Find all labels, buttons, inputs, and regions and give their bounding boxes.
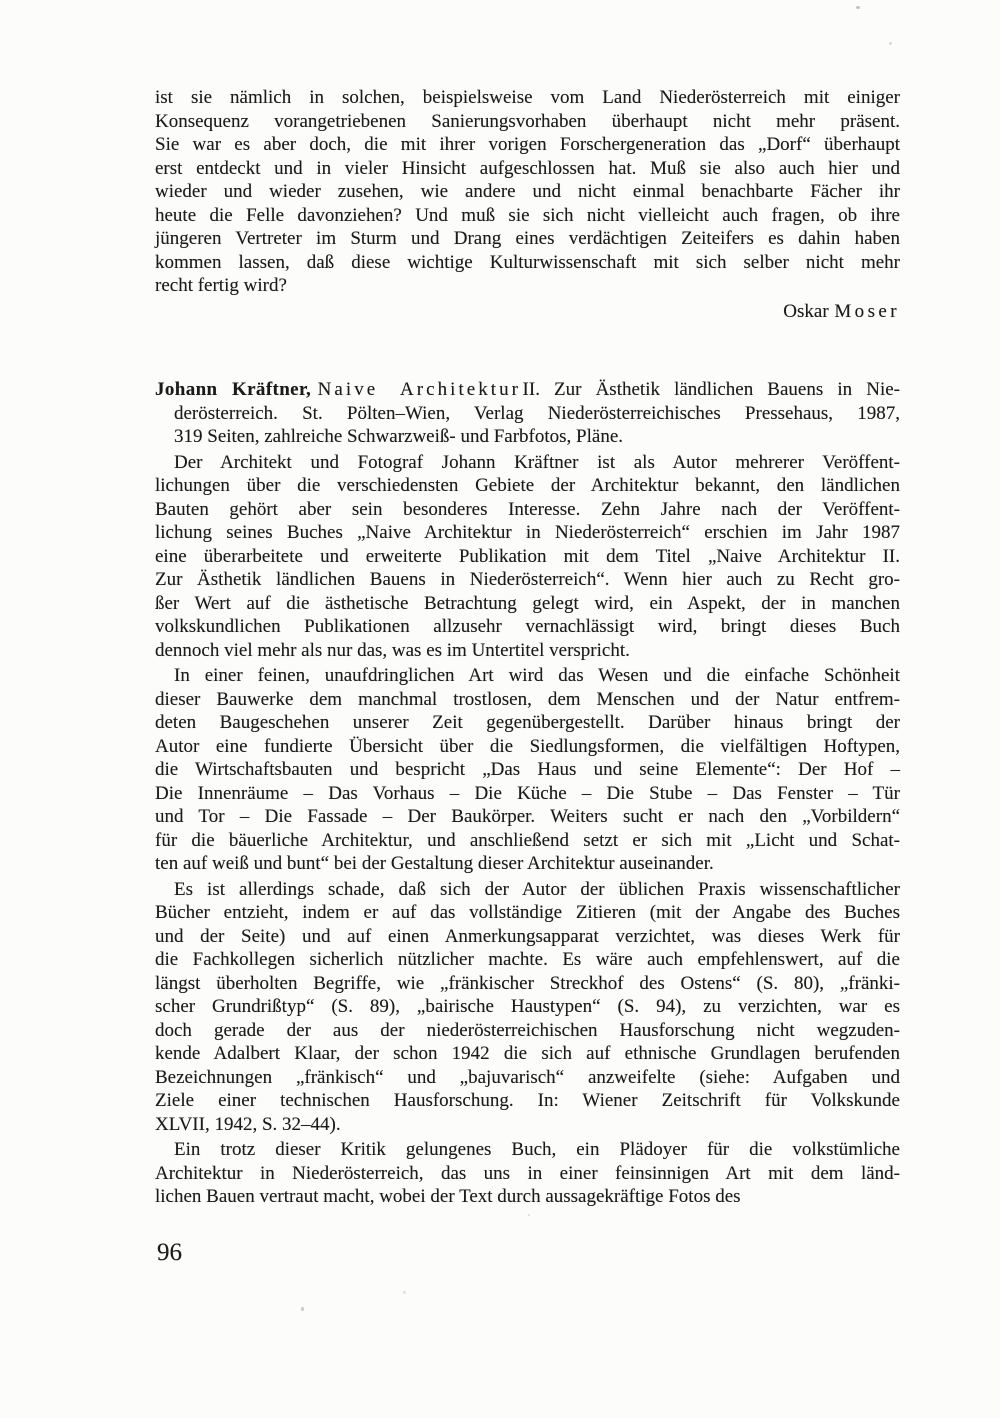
text-line: kommen lassen, daß diese wichtige Kulturwissenschaft mit sich selber nicht mehr [155, 251, 900, 273]
review-title-spaced: Naive Architektur [317, 379, 522, 400]
text-line: lichung seines Buches „Naive Architektur in Niederösterreich“ erschien im Jahr 1987 [155, 522, 900, 543]
text-line: Ziele einer technischen Hausforschung. In: Wiener Zeitschrift für Volkskunde [155, 1090, 900, 1111]
text-block [155, 86, 900, 1209]
text-line: Architektur in Niederösterreich, das uns in einer feinsinnigen Art mit dem länd- [155, 1162, 900, 1184]
text-line: Sie war es aber doch, die mit ihrer vorigen Forschergeneration das „Dorf“ überhaupt [155, 134, 900, 155]
text-line: kende Adalbert Klaar, der schon 1942 die sich auf ethnische Grundlagen berufenden [155, 1043, 900, 1064]
text-line: für die bäuerliche Architektur, und anschließend setzt er sich mit „Licht und Schat- [155, 829, 900, 851]
text-line: Bücher entzieht, indem er auf das vollständige Zitieren (mit der Angabe des Buches [155, 902, 900, 923]
text-line: scher Grundrißtyp“ (S. 89), „bairische Haustypen“ (S. 94), zu verzichten, war es [155, 996, 900, 1017]
text-line: ßer Wert auf die ästhetische Betrachtung gelegt wird, ein Aspekt, der in manchen [155, 592, 900, 614]
text-line: jüngeren Vertreter im Sturm und Drang eines verdächtigen Zeiteifers es dahin haben [155, 228, 900, 249]
text-line: XLVII, 1942, S. 32–44). [155, 1113, 341, 1135]
paragraph-continuation [155, 86, 900, 298]
text-line: die Fachkollegen sicherlich nützlicher machte. Es wäre auch empfehlenswert, auf die [155, 949, 900, 970]
scan-speck [528, 1214, 530, 1216]
paragraph-body [155, 1138, 900, 1209]
text-line: Der Architekt und Fotograf Johann Kräftner ist als Autor mehrerer Veröffent- [174, 451, 900, 473]
text-line: deten Baugeschehen unserer Zeit gegenübergestellt. Darüber hinaus bringt der [155, 712, 900, 733]
review-author: Johann Kräftner, [155, 379, 312, 400]
text-line: Konsequenz vorangetriebenen Sanierungsvorhaben überhaupt nicht mehr präsent. [155, 110, 900, 132]
text-line: Autor eine fundierte Übersicht über die Siedlungsformen, die vielfältigen Hoftypen, [155, 735, 900, 757]
text-line: Bezeichnungen „fränkisch“ und „bajuvarisch“ anzweifelte (siehe: Aufgaben und [155, 1066, 900, 1088]
reviewer-signature [155, 300, 900, 324]
text-line: erst entdeckt und in vieler Hinsicht aufgeschlossen hat. Muß sie also auch hier und [155, 157, 900, 179]
text-line: Die Innenräume – Das Vorhaus – Die Küche – Die Stube – Das Fenster – Tür [155, 782, 900, 804]
review-title-rest: II. Zur Ästhetik ländlichen Bauens in Nie- [522, 379, 900, 400]
text-line: wieder und wieder zusehen, wie andere und nicht einmal benachbarte Fächer ihr [155, 181, 900, 202]
reviewer-last-name: Moser [834, 300, 900, 322]
page-number: 96 [157, 1239, 182, 1266]
text-line: In einer feinen, unaufdringlichen Art wird das Wesen und die einfache Schönheit [174, 665, 900, 686]
text-line: recht fertig wird? [155, 275, 287, 296]
paragraph-body [155, 451, 900, 663]
reviewer-first-name: Oskar [783, 300, 829, 322]
text-line: lichen Bauen vertraut macht, wobei der Text durch aussagekräftige Fotos des [155, 1186, 741, 1207]
text-line: heute die Felle davonziehen? Und muß sie sich nicht vielleicht auch fragen, ob ihre [155, 204, 900, 226]
heading-line-2: derösterreich. St. Pölten–Wien, Verlag Niederösterreichisches Pressehaus, 1987, [174, 402, 900, 424]
scan-speck [301, 1307, 304, 1311]
text-line: ten auf weiß und bunt“ bei der Gestaltung dieser Architektur auseinander. [155, 853, 714, 874]
text-line: Zur Ästhetik ländlichen Bauens in Niederösterreich“. Wenn hier auch zu Recht gro- [155, 569, 900, 590]
text-line: ist sie nämlich in solchen, beispielsweise vom Land Niederösterreich mit einiger [155, 87, 900, 108]
text-line: und der Seite) und auf einen Anmerkungsapparat verzichtet, was dieses Werk für [155, 925, 900, 947]
text-line: dieser Bauwerke dem manchmal trostlosen, dem Menschen und der Natur entfrem- [155, 688, 900, 710]
scan-speck [403, 1291, 406, 1294]
text-line: Es ist allerdings schade, daß sich der Autor der üblichen Praxis wissenschaftlicher [174, 878, 900, 900]
text-line: längst überholten Begriffe, wie „fränkischer Streckhof des Ostens“ (S. 80), „fränki- [155, 972, 900, 994]
text-line: Bauten gehört aber sein besonderes Interesse. Zehn Jahre nach der Veröffent- [155, 498, 900, 520]
text-line: Ein trotz dieser Kritik gelungenes Buch, ein Plädoyer für die volkstümliche [174, 1139, 900, 1160]
heading-line-3: 319 Seiten, zahlreiche Schwarzweiß- und Farbfotos, Pläne. [174, 426, 624, 447]
text-line: die Wirtschaftsbauten und bespricht „Das Haus und seine Elemente“: Der Hof – [155, 759, 900, 780]
scan-speck [889, 42, 892, 45]
text-line: lichungen über die verschiedensten Gebiete der Architektur bekannt, den ländlichen [155, 475, 900, 496]
text-line: eine überarbeitete und erweiterte Publikation mit dem Titel „Naive Architektur II. [155, 545, 900, 567]
paragraph-body [155, 878, 900, 1137]
text-line: volkskundlichen Publikationen allzusehr vernachlässigt wird, bringt dieses Buch [155, 616, 900, 637]
text-line: dennoch viel mehr als nur das, was es im Untertitel verspricht. [155, 639, 630, 661]
scan-speck [856, 6, 860, 9]
text-line: und Tor – Die Fassade – Der Baukörper. Weiters sucht er nach den „Vorbildern“ [155, 806, 900, 827]
paragraph-body [155, 664, 900, 876]
review-heading [155, 378, 900, 449]
heading-line-1 [155, 378, 900, 402]
text-line: doch gerade der aus der niederösterreichischen Hausforschung nicht wegzuden- [155, 1019, 900, 1041]
